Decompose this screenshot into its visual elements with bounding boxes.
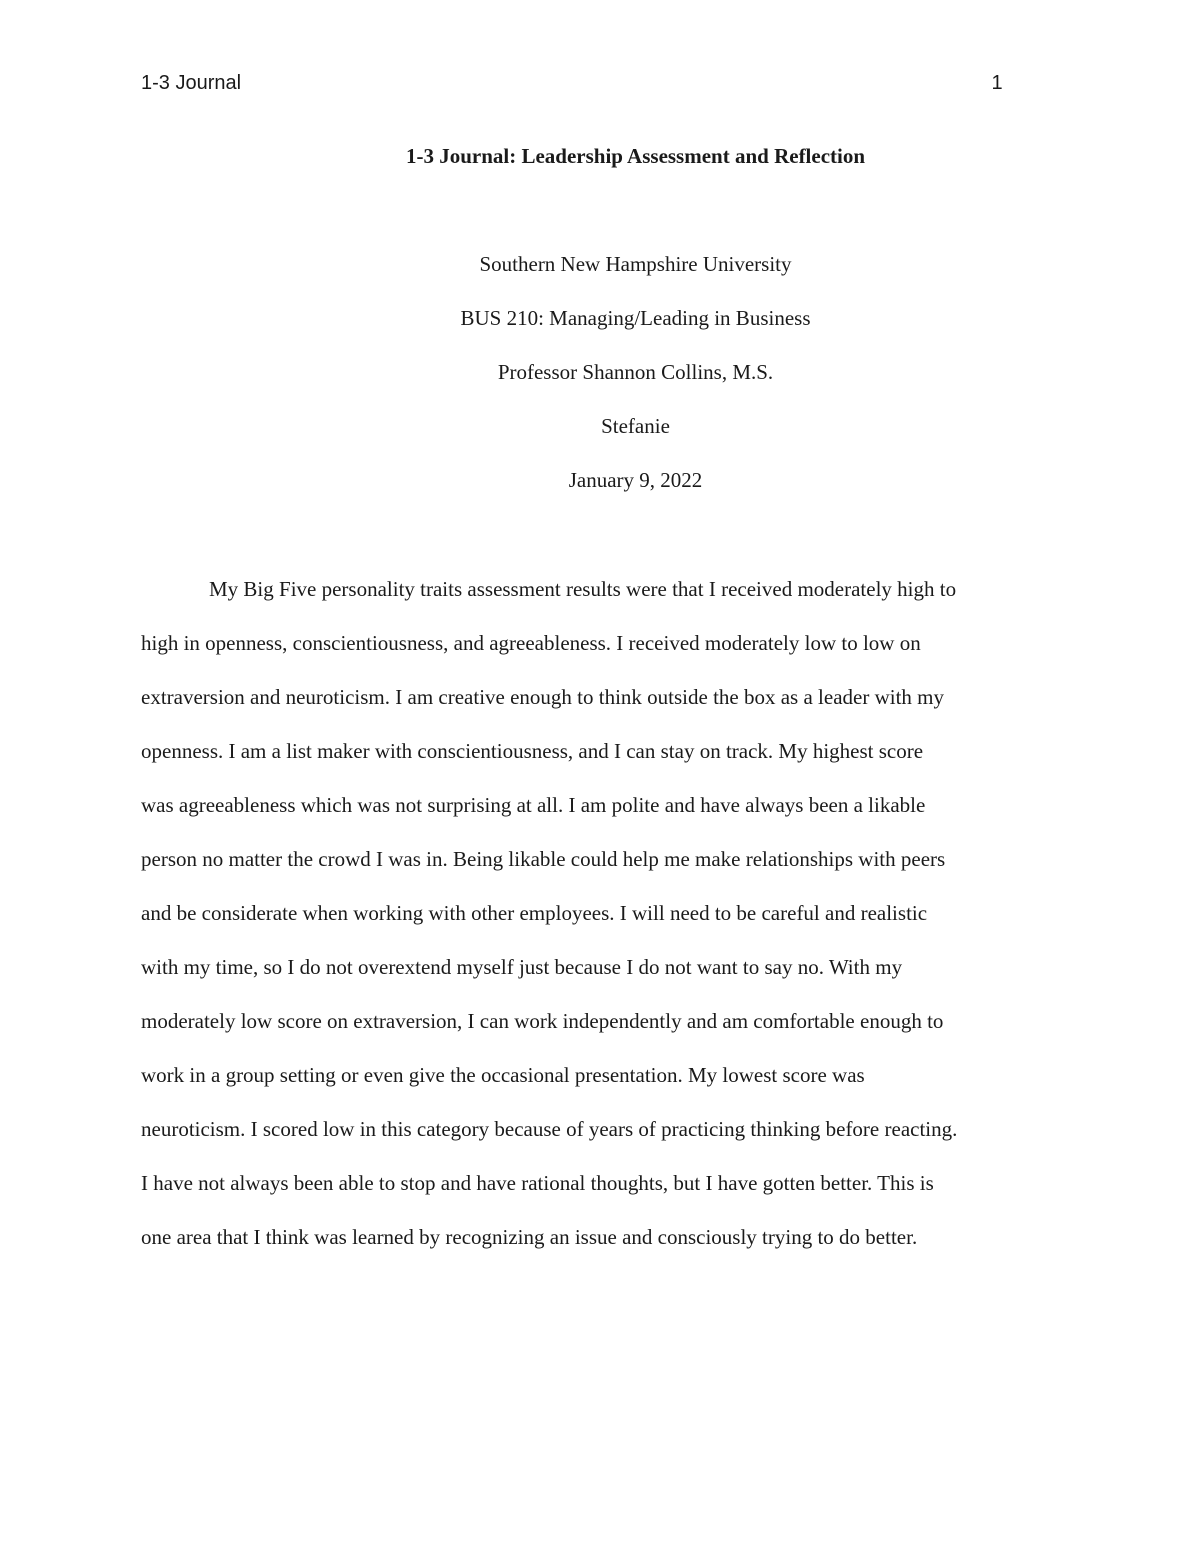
author-name: Stefanie (601, 414, 670, 438)
body-line: person no matter the crowd I was in. Being likable could help me make relationships with peers (141, 847, 946, 871)
body-line: neuroticism. I scored low in this category because of years of practicing thinking before reacting. (141, 1117, 958, 1141)
body-paragraph (141, 570, 1066, 1272)
body-line: with my time, so I do not overextend myself just because I do not want to say no. With my (141, 955, 903, 979)
body-line: extraversion and neuroticism. I am creative enough to think outside the box as a leader with my (141, 685, 945, 709)
running-head: 1-3 Journal (141, 72, 242, 94)
professor-name: Professor Shannon Collins, M.S. (497, 360, 774, 384)
body-line: I have not always been able to stop and have rational thoughts, but I have gotten better. This is (141, 1171, 934, 1195)
page-number: 1 (991, 72, 1003, 94)
body-line: work in a group setting or even give the occasional presentation. My lowest score was (141, 1063, 865, 1087)
body-line: was agreeableness which was not surprising at all. I am polite and have always been a likable (141, 793, 926, 817)
body-line: one area that I think was learned by recognizing an issue and consciously trying to do better. (141, 1225, 918, 1249)
body-line: openness. I am a list maker with conscientiousness, and I can stay on track. My highest score (141, 739, 924, 763)
body-line: moderately low score on extraversion, I can work independently and am comfortable enough to (141, 1009, 944, 1033)
body-line: My Big Five personality traits assessment results were that I received moderately high to (209, 577, 957, 601)
paper-title: 1-3 Journal: Leadership Assessment and Reflection (405, 144, 866, 168)
title-block (141, 143, 1130, 521)
date: January 9, 2022 (568, 468, 703, 492)
title-spacer (141, 169, 1130, 251)
body-line: high in openness, conscientiousness, and agreeableness. I received moderately low to low on (141, 631, 921, 655)
institution: Southern New Hampshire University (479, 252, 792, 276)
course-name: BUS 210: Managing/Leading in Business (460, 306, 811, 330)
body-line: and be considerate when working with other employees. I will need to be careful and realistic (141, 901, 928, 925)
